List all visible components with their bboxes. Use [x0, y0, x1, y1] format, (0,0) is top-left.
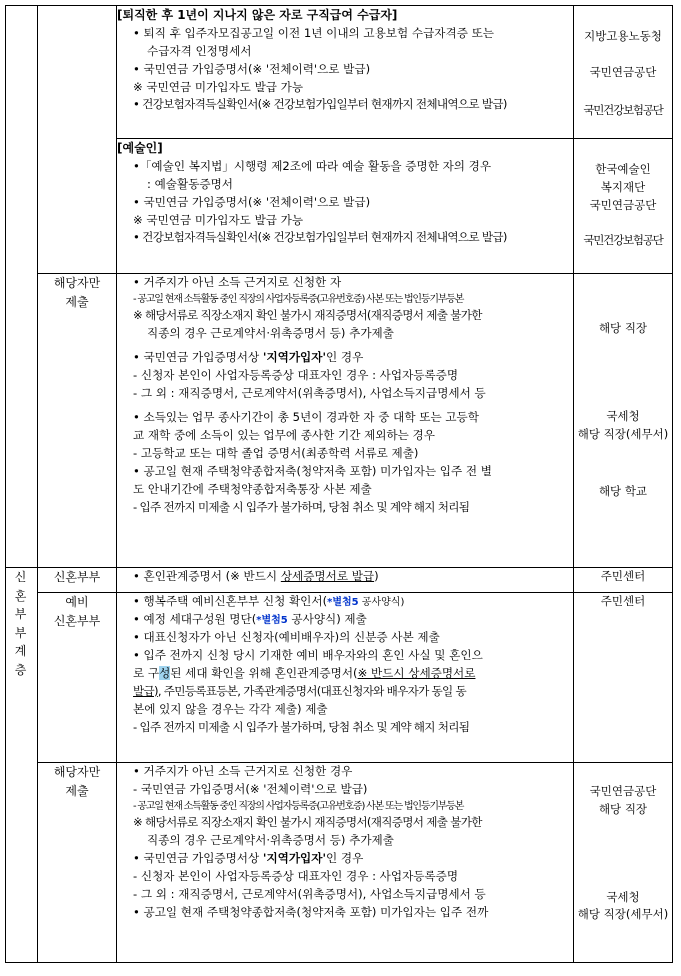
list-item-cont: [117, 683, 573, 701]
category-char: 부: [14, 625, 29, 640]
text-blue: *별첨5: [327, 597, 359, 608]
text-underlined: 발급): [133, 683, 158, 698]
agency-name: 지방고용노동청: [584, 29, 662, 43]
text-part: 공사양식): [358, 597, 405, 608]
table-row: [6, 763, 673, 963]
sub-item: - 고등학교 또는 대학 졸업 증명서(최종학력 서류로 제출): [133, 446, 419, 461]
agency-applicable: [574, 274, 673, 568]
list-item: • 대표신청자가 아닌 신청자(예비배우자)의 신분증 사본 제출: [133, 629, 440, 644]
section-title: [예술인]: [117, 141, 163, 155]
label-applicable: [38, 274, 117, 568]
text-underlined: ※ 반드시 상세증명서로: [357, 665, 476, 680]
text-part: 로 구: [133, 665, 160, 680]
list-item: [117, 611, 573, 629]
text-bold: '지역가입자': [262, 851, 327, 866]
content-applicable: [117, 274, 574, 568]
text-part: • 예정 세대구성원 명단(: [133, 611, 257, 626]
label-prenewlywed: [38, 593, 117, 763]
label-cell-empty: [38, 6, 117, 274]
agency-name: 국민연금공단: [589, 784, 657, 798]
table-row: [6, 568, 673, 593]
list-item-cont: 본에 있지 않을 경우는 각각 제출) 제출: [133, 701, 328, 716]
text-part: ): [374, 569, 379, 583]
text-part: • 국민연금 가입증명서상: [133, 350, 263, 365]
table-row: [6, 6, 673, 139]
text-part: • 혼인관계증명서 (※ 반드시: [133, 569, 281, 583]
agency-name: 국세청: [606, 889, 640, 904]
sub-item: - 그 외 : 재직증명서, 근로계약서(위촉증명서), 사업소득지급명세서 등: [133, 386, 486, 401]
label-newlywed: 신혼부부: [38, 568, 117, 593]
list-item-cont: 수급자격 인정명세서: [147, 43, 252, 58]
list-item-cont: [117, 665, 573, 683]
list-item: • 거주지가 아닌 소득 근거지로 신청한 경우: [133, 764, 353, 778]
agency-name: 복지재단: [600, 179, 646, 194]
agency-name: 해당 직장: [598, 321, 648, 335]
agency-retired: [574, 6, 673, 139]
sub-item: - 입주 전까지 미제출 시 입주가 불가하며, 당첨 취소 및 계약 해지 처리됨: [133, 500, 470, 515]
agency-name: 국민건강보험공단: [583, 102, 663, 117]
agency-name: 국민건강보험공단: [583, 233, 663, 248]
list-item: • 건강보험자격득실확인서(※ 건강보험가입일부터 현재까지 전체내역으로 발급): [133, 230, 507, 245]
list-item: •「예술인 복지법」시행령 제2조에 따라 예술 활동을 증명한 자의 경우: [133, 158, 492, 173]
text-part: 공사양식) 제출: [287, 611, 367, 626]
sub-item: - 입주 전까지 미제출 시 입주가 불가하며, 당첨 취소 및 계약 해지 처리됨: [133, 719, 470, 734]
note-item: ※ 해당서류로 직장소재지 확인 불가시 재직증명서(재직증명서 제출 불가한: [133, 308, 482, 323]
sub-item: - 공고일 현재 소득활동 중인 직장의 사업자등록증(고유번호증) 사본 또는 법인등기부등본: [133, 800, 464, 812]
note-item: ※ 국민연금 미가입자도 발급 가능: [133, 212, 304, 227]
list-item: • 공고일 현재 주택청약종합저축(청약저축 포함) 미가입자는 입주 전 별: [133, 464, 492, 479]
agency-name: 국세청: [606, 408, 640, 423]
text-part: 인 경우: [326, 350, 364, 365]
list-item: • 국민연금 가입증명서(※ '전체이력'으로 발급): [133, 61, 371, 76]
list-item: • 공고일 현재 주택청약종합저축(청약저축 포함) 미가입자는 입주 전까: [133, 905, 489, 920]
text-part: 인 경우: [326, 851, 364, 866]
agency-prenewlywed: 주민센터: [574, 593, 673, 763]
table-row: [6, 274, 673, 568]
category-char: 신: [14, 570, 29, 584]
category-char: 혼: [14, 588, 29, 603]
list-item: • 국민연금 가입증명서(※ '전체이력'으로 발급): [133, 194, 371, 209]
list-item: • 건강보험자격득실확인서(※ 건강보험가입일부터 현재까지 전체내역으로 발급): [133, 97, 507, 112]
category-char: 층: [14, 662, 29, 677]
content-retired: [117, 6, 574, 139]
category-newlywed: [6, 568, 38, 963]
list-item: [117, 593, 573, 611]
text-part: , 주민등록표등본, 가족관계증명서(대표신청자와 배우자가 동일 동: [157, 683, 467, 698]
list-item-cont: 교 재학 중에 소득이 있는 업무에 종사한 기간 제외하는 경우: [133, 428, 435, 443]
category-cell-top: [6, 6, 38, 568]
list-item: • 거주지가 아닌 소득 근거지로 신청한 자: [133, 275, 342, 289]
note-item: ※ 국민연금 미가입자도 발급 가능: [133, 79, 304, 94]
agency-name: 해당 직장(세무서): [577, 907, 669, 922]
list-item: [117, 568, 573, 586]
label-text: 해당자만: [53, 765, 101, 779]
label-applicable: [38, 763, 117, 963]
agency-name: 국민연금공단: [589, 197, 657, 212]
list-item-cont: 도 안내기간에 주택청약종합저축통장 사본 제출: [133, 482, 372, 497]
text-blue: *별첨5: [256, 614, 288, 626]
content-applicable: [117, 763, 574, 963]
list-item: [117, 349, 573, 367]
text-bold: '지역가입자': [262, 350, 327, 365]
sub-item: - 국민연금 가입증명서(※ '전체이력'으로 발급): [133, 781, 368, 796]
category-char: 부: [14, 607, 29, 622]
text-part: • 행복주택 예비신혼부부 신청 확인서(: [133, 594, 328, 608]
agency-name: 해당 직장: [598, 801, 648, 816]
agency-newlywed: 주민센터: [574, 568, 673, 593]
label-text: 신혼부부: [53, 614, 101, 629]
category-label: [6, 568, 37, 680]
sub-item: - 그 외 : 재직증명서, 근로계약서(위촉증명서), 사업소득지급명세서 등: [133, 887, 486, 902]
agency-name: 해당 학교: [598, 484, 648, 499]
label-text: 제출: [65, 295, 89, 310]
list-item: • 퇴직 후 입주자모집공고일 이전 1년 이내의 고용보험 수급자격증 또는: [133, 25, 494, 40]
text-part: • 국민연금 가입증명서상: [133, 851, 263, 866]
note-item-cont: 직종의 경우 근로계약서·위촉증명서 등) 추가제출: [147, 326, 394, 341]
table-row: [6, 593, 673, 763]
text-underlined: 상세증명서로 발급: [280, 569, 375, 583]
category-char: 계: [14, 644, 29, 659]
note-item: ※ 해당서류로 직장소재지 확인 불가시 재직증명서(재직증명서 제출 불가한: [133, 815, 482, 830]
section-title: [퇴직한 후 1년이 지나지 않은 자로 구직급여 수급자]: [117, 8, 398, 22]
note-item-cont: 직종의 경우 근로계약서·위촉증명서 등) 추가제출: [147, 833, 394, 848]
label-text: 제출: [65, 784, 89, 799]
sub-item: - 신청자 본인이 사업자등록증상 대표자인 경우 : 사업자등록증명: [133, 869, 459, 884]
content-prenewlywed: [117, 593, 574, 763]
agency-artist: [574, 139, 673, 274]
content-artist: [117, 139, 574, 274]
required-documents-table: [5, 5, 673, 963]
text-part: 된 세대 확인을 위해 혼인관계증명서(: [170, 665, 358, 680]
content-newlywed: [117, 568, 574, 593]
label-text: 해당자만: [53, 276, 101, 290]
list-item-cont: : 예술활동증명서: [147, 176, 233, 191]
sub-item: - 신청자 본인이 사업자등록증상 대표자인 경우 : 사업자등록증명: [133, 368, 459, 383]
agency-name: 해당 직장(세무서): [577, 426, 669, 441]
list-item: • 입주 전까지 신청 당시 기재한 예비 배우자와의 혼인 사실 및 혼인으: [133, 647, 483, 662]
text-highlight: 성: [159, 665, 171, 680]
label-text: 예비: [65, 595, 89, 609]
agency-name: 국민연금공단: [589, 64, 657, 79]
agency-name: 한국예술인: [595, 162, 651, 176]
list-item: • 소득있는 업무 종사기간이 총 5년이 경과한 자 중 대학 또는 고등학: [133, 410, 479, 425]
agency-applicable: [574, 763, 673, 963]
sub-item: - 공고일 현재 소득활동 중인 직장의 사업자등록증(고유번호증) 사본 또는 법인등기부등본: [133, 293, 464, 305]
list-item: [117, 850, 573, 868]
